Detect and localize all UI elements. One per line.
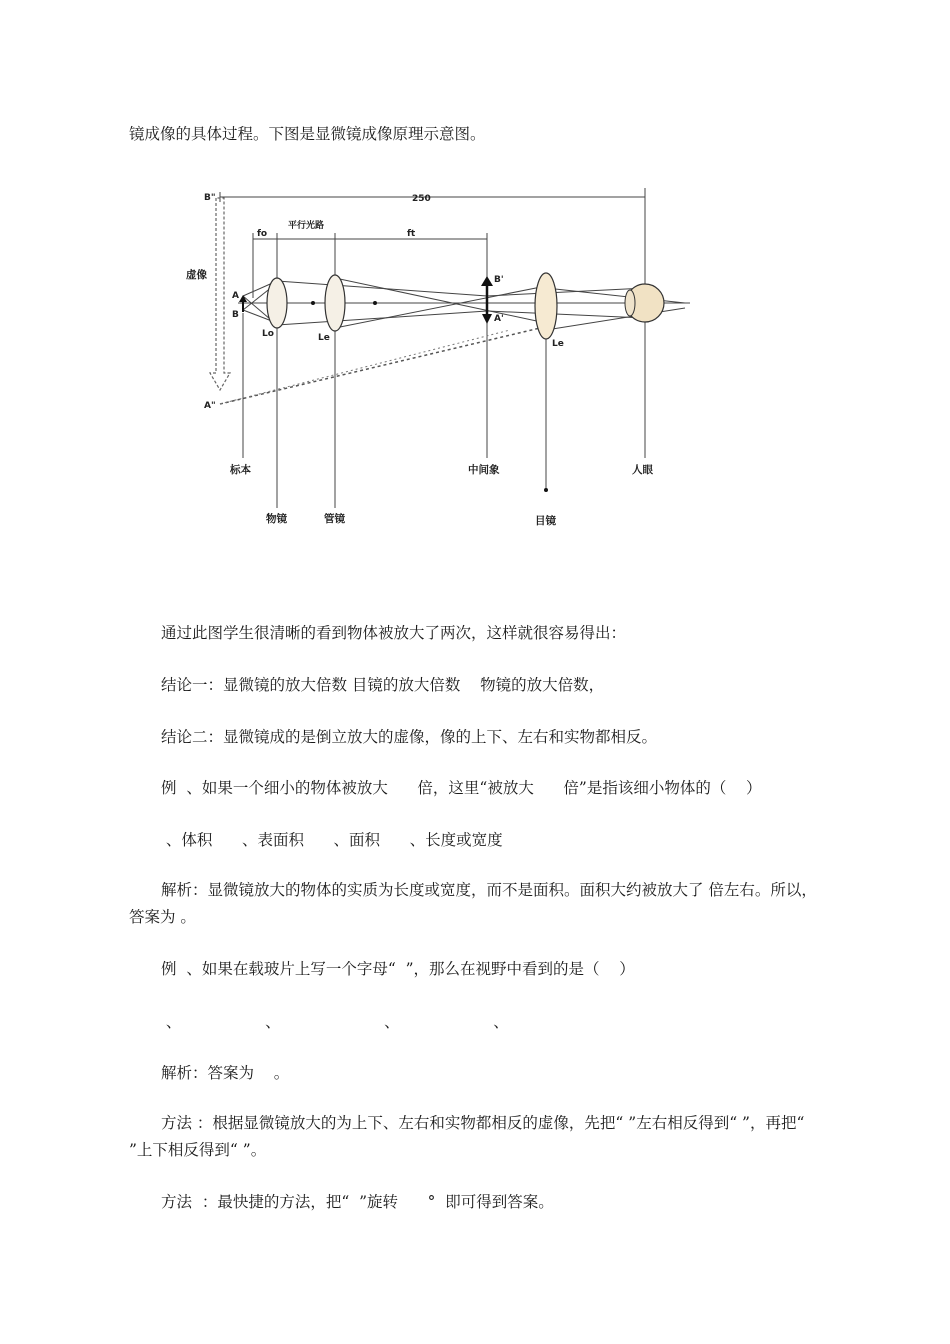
intro-text: 镜成像的具体过程。下图是显微镜成像原理示意图。: [129, 125, 486, 143]
paragraph-conclusion-1: 结论一：显微镜的放大倍数 目镜的放大倍数 物镜的放大倍数，: [161, 676, 605, 694]
eyepiece-label: 目镜: [535, 515, 556, 527]
b-prime-label: B': [494, 275, 504, 285]
paragraph-observation: 通过此图学生很清晰的看到物体被放大了两次，这样就很容易得出：: [161, 624, 627, 642]
ft-label: ft: [407, 229, 416, 239]
example-2-options: 、 、 、 、: [161, 1013, 509, 1031]
objective-label: 物镜: [266, 513, 287, 525]
le-label-1: Le: [318, 333, 330, 343]
example-1-analysis: 解析：显微镜放大的物体的实质为长度或宽度，而不是面积。面积大约被放大了 倍左右。所以，答案为 。: [129, 881, 817, 926]
a-label: A: [232, 291, 239, 301]
b-label: B: [232, 310, 239, 320]
virtual-image-label: 虚像: [186, 269, 207, 281]
parallel-path-label: 平行光路: [288, 221, 325, 231]
microscope-diagram: [180, 178, 710, 538]
method-2: 方法 ：最快捷的方法，把“ ”旋转 ° 即可得到答案。: [161, 1193, 554, 1211]
paragraph-conclusion-2: 结论二：显微镜成的是倒立放大的虚像，像的上下、左右和实物都相反。: [161, 728, 658, 746]
method-1: 方法 ：根据显微镜放大的为上下、左右和实物都相反的虚像，先把“ ”左右相反得到“ ”，再把“ ”上下相反得到“ ”。: [129, 1114, 805, 1159]
le-label-2: Le: [552, 339, 564, 349]
b-double-prime-label: B": [204, 193, 216, 203]
a-double-prime-label: A": [204, 401, 216, 411]
example-2-analysis: 解析：答案为 。: [161, 1064, 290, 1082]
example-1-options: 、体积 、表面积 、面积 、长度或宽度: [161, 831, 503, 849]
dim-250-label: 250: [412, 194, 431, 204]
fo-label: fo: [257, 229, 268, 239]
a-prime-label: A': [494, 314, 504, 324]
example-2-question: 例 、如果在载玻片上写一个字母“ ”，那么在视野中看到的是（ ）: [161, 960, 635, 978]
tube-lens-label: 管镜: [324, 513, 345, 525]
example-1-question: 例 、如果一个细小的物体被放大 倍，这里“被放大 倍”是指该细小物体的（ ）: [161, 779, 762, 797]
lo-label: Lo: [262, 329, 274, 339]
intermediate-image-label: 中间象: [468, 464, 500, 476]
eye-label: 人眼: [632, 464, 653, 476]
specimen-label: 标本: [230, 464, 251, 476]
